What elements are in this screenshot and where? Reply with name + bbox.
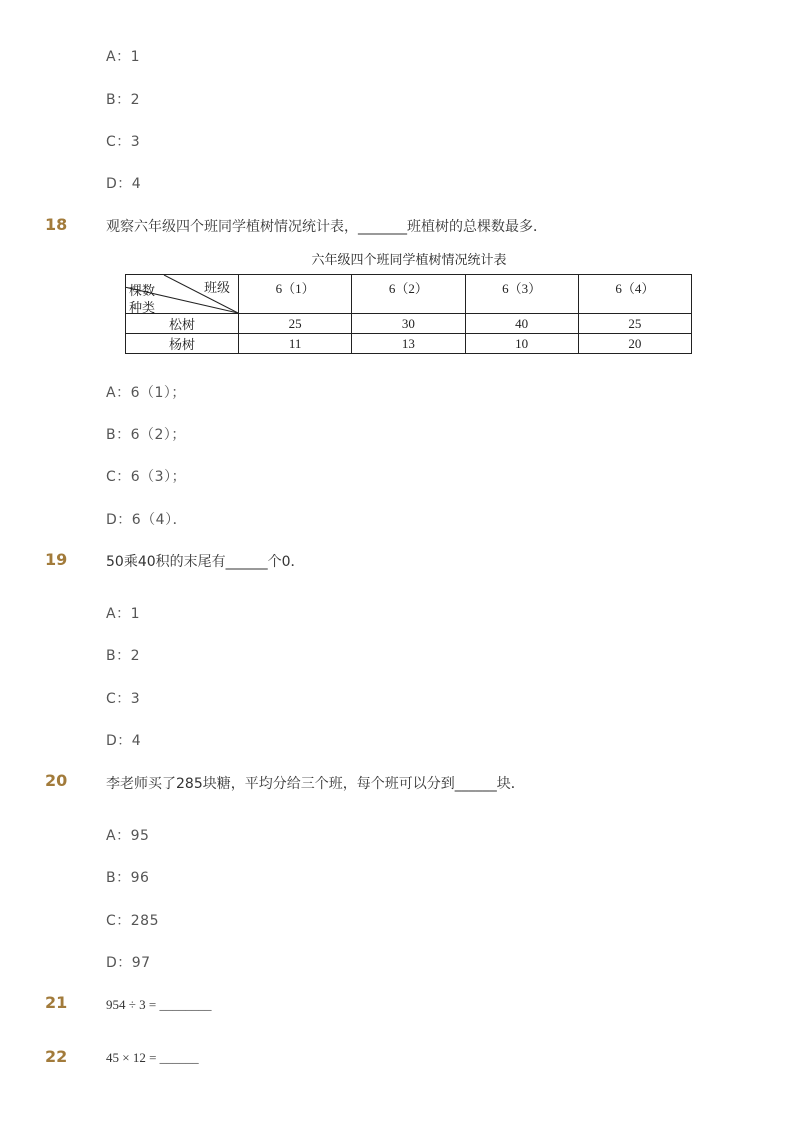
q19-option-c[interactable]: C：3 [106, 691, 141, 707]
q22-number: 22 [45, 1047, 68, 1066]
table-title: 六年级四个班同学植树情况统计表 [311, 253, 507, 268]
table-cell: 30 [352, 314, 465, 334]
q22-text: 45 × 12 = ______ [106, 1050, 199, 1065]
q18-option-d[interactable]: D：6（4）． [106, 512, 188, 528]
corner-label-type: 种类 [129, 300, 156, 315]
column-header: 6（3） [465, 275, 578, 314]
table-corner-cell [126, 275, 239, 314]
q17-option-a[interactable]: A：1 [106, 49, 140, 65]
column-header: 6（1） [239, 275, 352, 314]
q19-option-d[interactable]: D：4 [106, 733, 142, 749]
column-header: 6（4） [578, 275, 691, 314]
q19-option-b[interactable]: B：2 [106, 648, 141, 664]
q19-text: 50乘40积的末尾有______个0． [106, 554, 305, 570]
q20-text: 李老师买了285块糖，平均分给三个班，每个班可以分到______块． [106, 776, 525, 792]
q20-option-d[interactable]: D：97 [106, 955, 151, 971]
q19-number: 19 [45, 550, 68, 569]
q17-option-c[interactable]: C：3 [106, 134, 141, 150]
q20-option-a[interactable]: A：95 [106, 828, 150, 844]
table-cell: 11 [239, 334, 352, 354]
q21-text: 954 ÷ 3 = ________ [106, 997, 212, 1012]
column-header: 6（2） [352, 275, 465, 314]
table-cell: 13 [352, 334, 465, 354]
table-row [126, 334, 692, 354]
table-cell: 40 [465, 314, 578, 334]
q21-number: 21 [45, 993, 68, 1012]
table-cell: 10 [465, 334, 578, 354]
table-cell: 25 [578, 314, 691, 334]
q18-number: 18 [45, 215, 68, 234]
q19-option-a[interactable]: A：1 [106, 606, 140, 622]
q18-text: 观察六年级四个班同学植树情况统计表，_______班植树的总棵数最多． [106, 219, 547, 235]
q18-option-b[interactable]: B：6（2）； [106, 427, 186, 443]
table-row [126, 314, 692, 334]
q20-option-c[interactable]: C：285 [106, 913, 159, 929]
row-label: 杨树 [126, 334, 239, 354]
q18-option-a[interactable]: A：6（1）； [106, 385, 186, 401]
q17-option-b[interactable]: B：2 [106, 92, 141, 108]
table-cell: 25 [239, 314, 352, 334]
table-header-row [126, 275, 692, 314]
q17-option-d[interactable]: D：4 [106, 176, 142, 192]
corner-label-class: 班级 [203, 280, 230, 295]
row-label: 松树 [126, 314, 239, 334]
table-cell: 20 [578, 334, 691, 354]
corner-label-count: 棵数 [129, 283, 156, 298]
q20-option-b[interactable]: B：96 [106, 870, 150, 886]
q20-number: 20 [45, 771, 68, 790]
planting-stats-table [125, 274, 692, 354]
q18-option-c[interactable]: C：6（3）； [106, 469, 187, 485]
